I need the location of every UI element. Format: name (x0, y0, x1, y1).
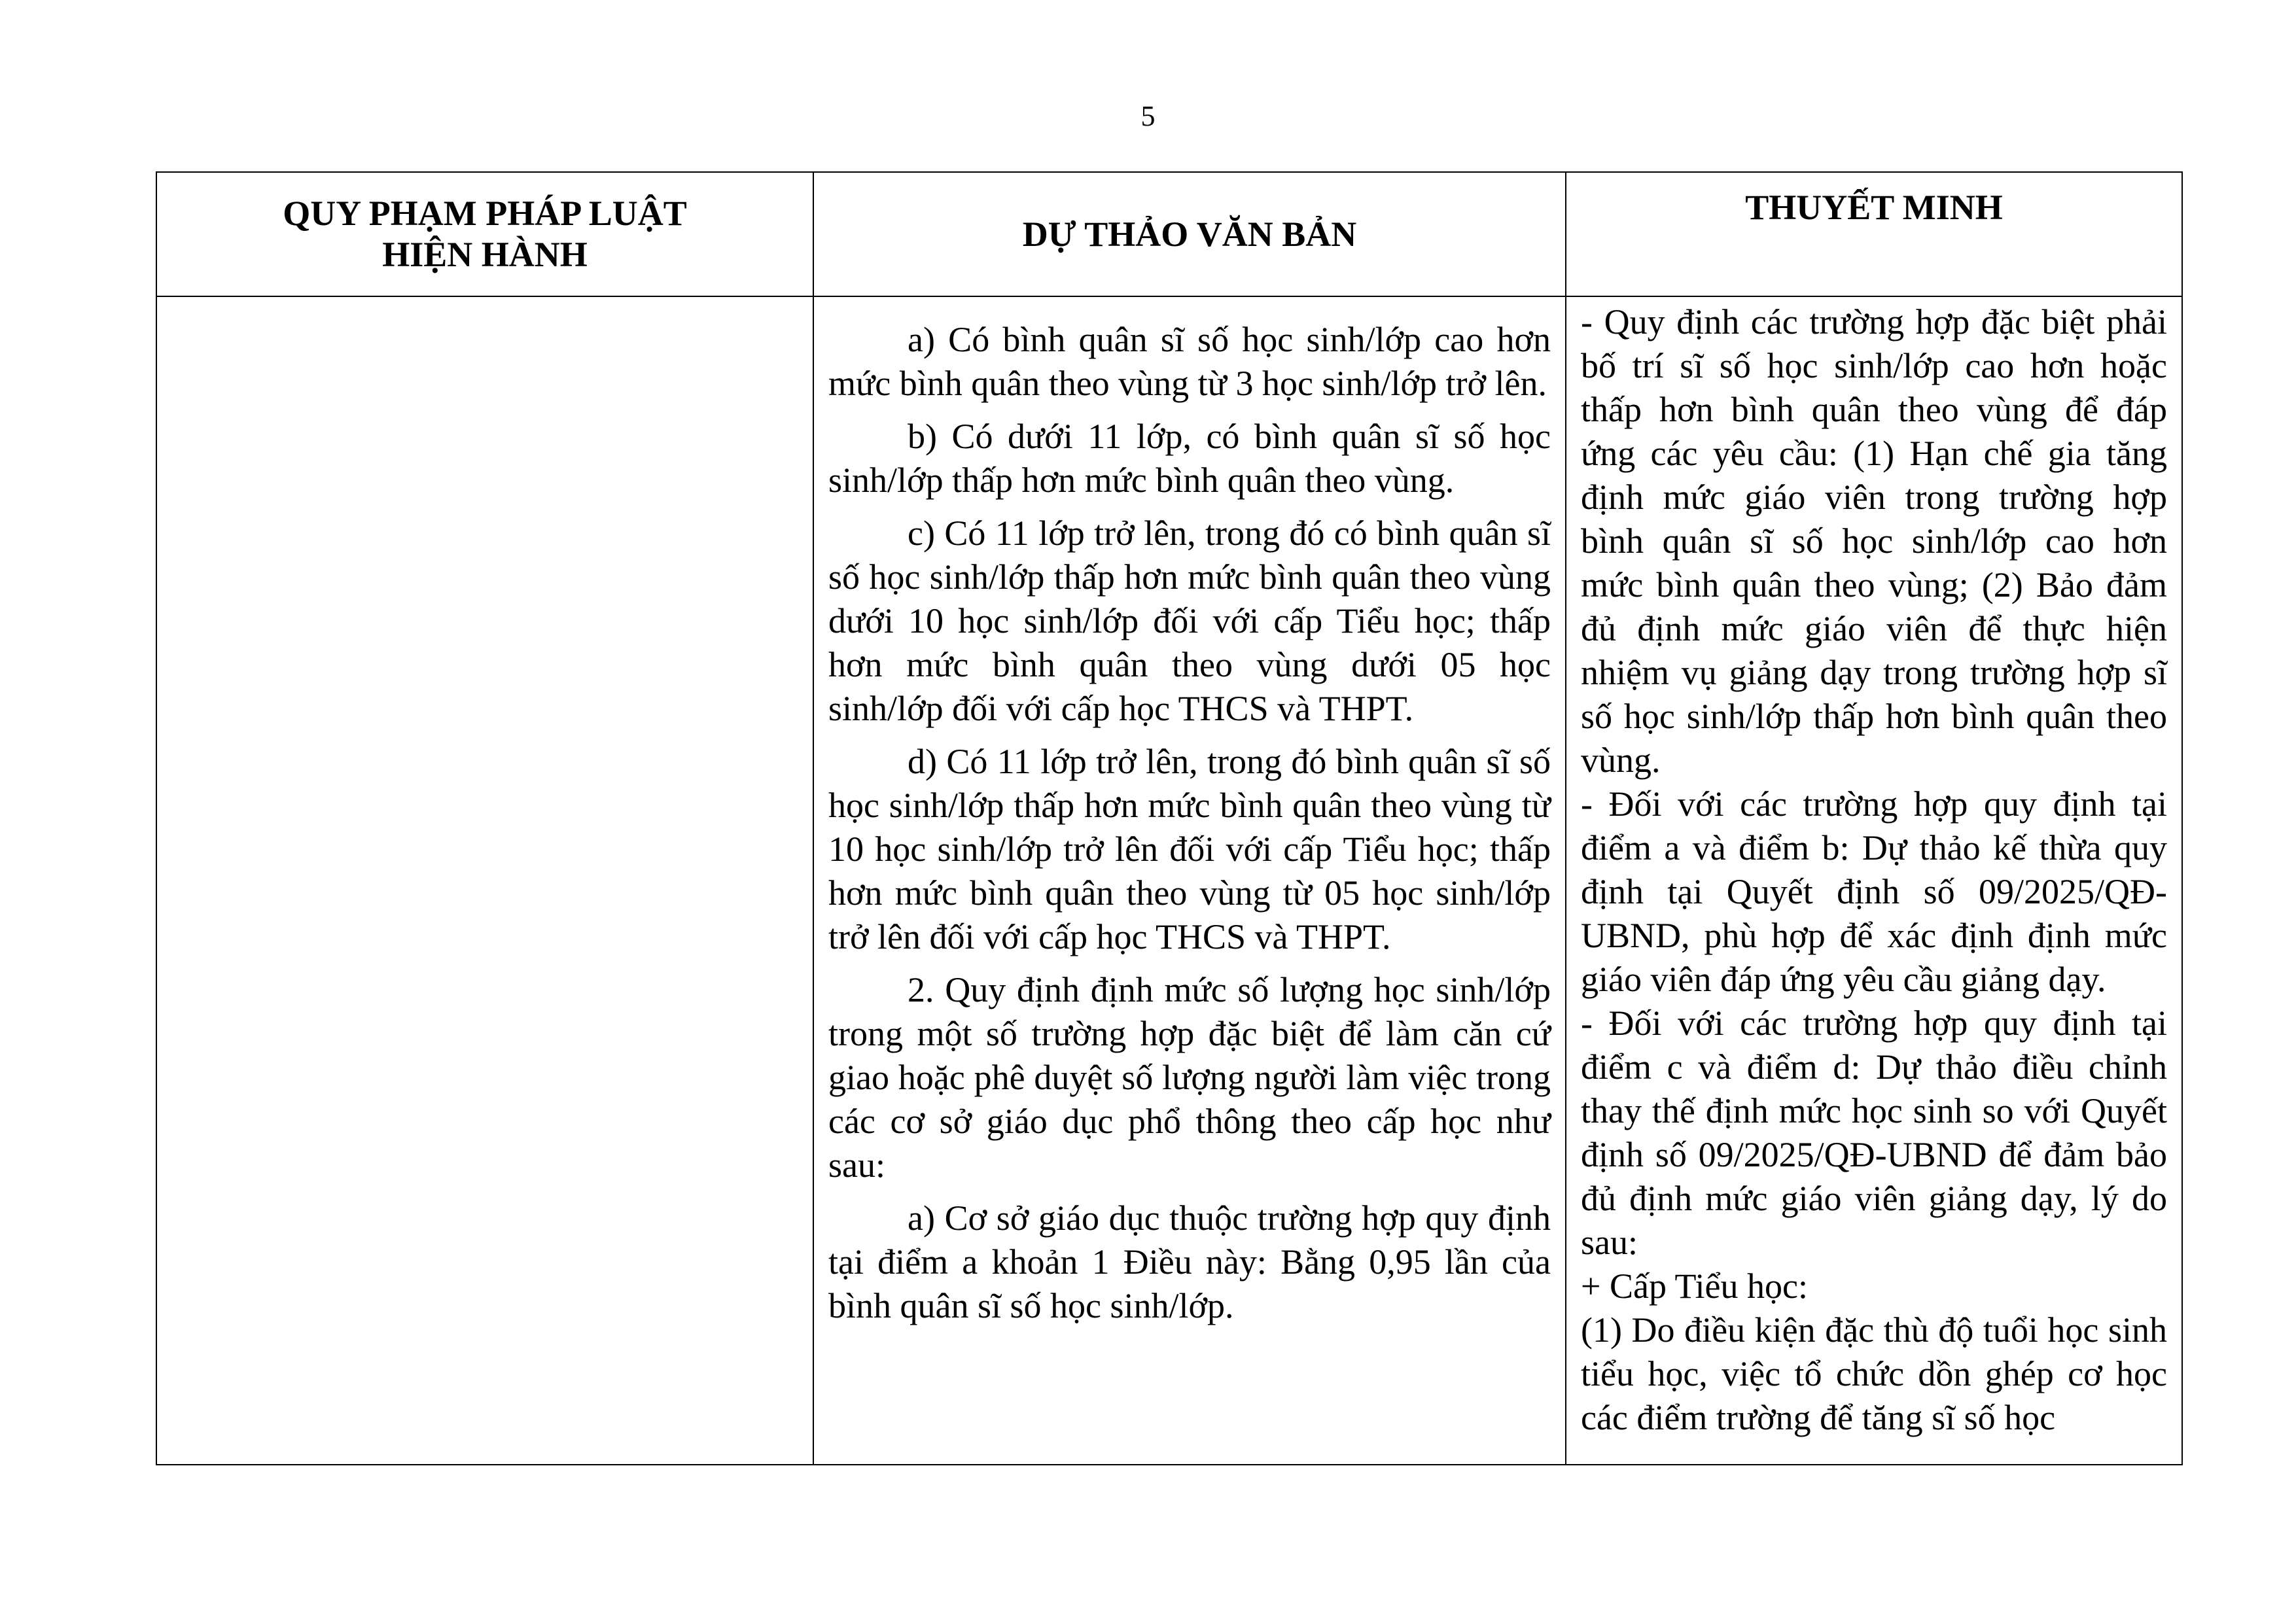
explanation-para-reason-1: (1) Do điều kiện đặc thù độ tuổi học sinh tiểu học, việc tổ chức dồn ghép cơ học các điểm trường để tăng sĩ số học (1581, 1310, 2167, 1437)
header-current-regulation (156, 172, 813, 296)
draft-text-content (814, 297, 1565, 1328)
table-header-row (156, 172, 2182, 296)
page-number: 5 (1140, 100, 1156, 132)
comparison-table (156, 171, 2183, 1465)
explanation-para-special-cases: - Quy định các trường hợp đặc biệt phải bố trí sĩ số học sinh/lớp cao hơn hoặc thấp hơn bình quân theo vùng để đáp ứng các yêu cầu: (1) Hạn chế gia tăng định mức giáo viên trong trường hợp bình quân sĩ số học sinh/lớp cao hơn mức bình quân theo vùng; (2) Bảo đảm đủ định mức giáo viên để thực hiện nhiệm vụ giảng dạy trong trường hợp sĩ số học sinh/lớp thấp hơn bình quân theo vùng. (1581, 302, 2167, 780)
header-draft-text: DỰ THẢO VĂN BẢN (813, 172, 1566, 296)
header-current-regulation-line2: HIỆN HÀNH (382, 235, 588, 274)
table-row (156, 296, 2182, 1465)
draft-point-1d: d) Có 11 lớp trở lên, trong đó bình quân sĩ số học sinh/lớp thấp hơn mức bình quân theo vùng từ 10 học sinh/lớp trở lên đối với cấp Tiểu học; thấp hơn mức bình quân theo vùng từ 05 học sinh/lớp trở lên đối với cấp học THCS và THPT. (828, 742, 1551, 956)
draft-point-2a: a) Cơ sở giáo dục thuộc trường hợp quy định tại điểm a khoản 1 Điều này: Bằng 0,95 lần của bình quân sĩ số học sinh/lớp. (828, 1198, 1551, 1325)
header-current-regulation-line1: QUY PHẠM PHÁP LUẬT (283, 194, 687, 233)
draft-point-1c: c) Có 11 lớp trở lên, trong đó có bình quân sĩ số học sinh/lớp thấp hơn mức bình quân theo vùng dưới 10 học sinh/lớp đối với cấp Tiểu học; thấp hơn mức bình quân theo vùng dưới 05 học sinh/lớp đối với cấp học THCS và THPT. (828, 514, 1551, 728)
explanation-content (1566, 297, 2181, 1440)
current-regulation-cell (156, 296, 813, 1465)
explanation-para-points-c-d: - Đối với các trường hợp quy định tại điểm c và điểm d: Dự thảo điều chỉnh thay thế định mức học sinh so với Quyết định số 09/2025/QĐ-UBND để đảm bảo đủ định mức giáo viên giảng dạy, lý do sau: (1581, 1003, 2167, 1262)
explanation-cell (1566, 296, 2182, 1465)
draft-clause-2: 2. Quy định định mức số lượng học sinh/lớp trong một số trường hợp đặc biệt để làm căn cứ giao hoặc phê duyệt số lượng người làm việc trong các cơ sở giáo dục phổ thông theo cấp học như sau: (828, 970, 1551, 1185)
explanation-para-points-a-b: - Đối với các trường hợp quy định tại điểm a và điểm b: Dự thảo kế thừa quy định tại Quyết định số 09/2025/QĐ-UBND, phù hợp để xác định định mức giáo viên đáp ứng yêu cầu giảng dạy. (1581, 784, 2167, 999)
draft-point-1a: a) Có bình quân sĩ số học sinh/lớp cao hơn mức bình quân theo vùng từ 3 học sinh/lớp trở lên. (828, 320, 1551, 403)
draft-point-1b: b) Có dưới 11 lớp, có bình quân sĩ số học sinh/lớp thấp hơn mức bình quân theo vùng. (828, 417, 1551, 500)
header-explanation: THUYẾT MINH (1566, 172, 2182, 296)
explanation-para-primary-level: + Cấp Tiểu học: (1581, 1266, 1808, 1306)
draft-text-cell (813, 296, 1566, 1465)
